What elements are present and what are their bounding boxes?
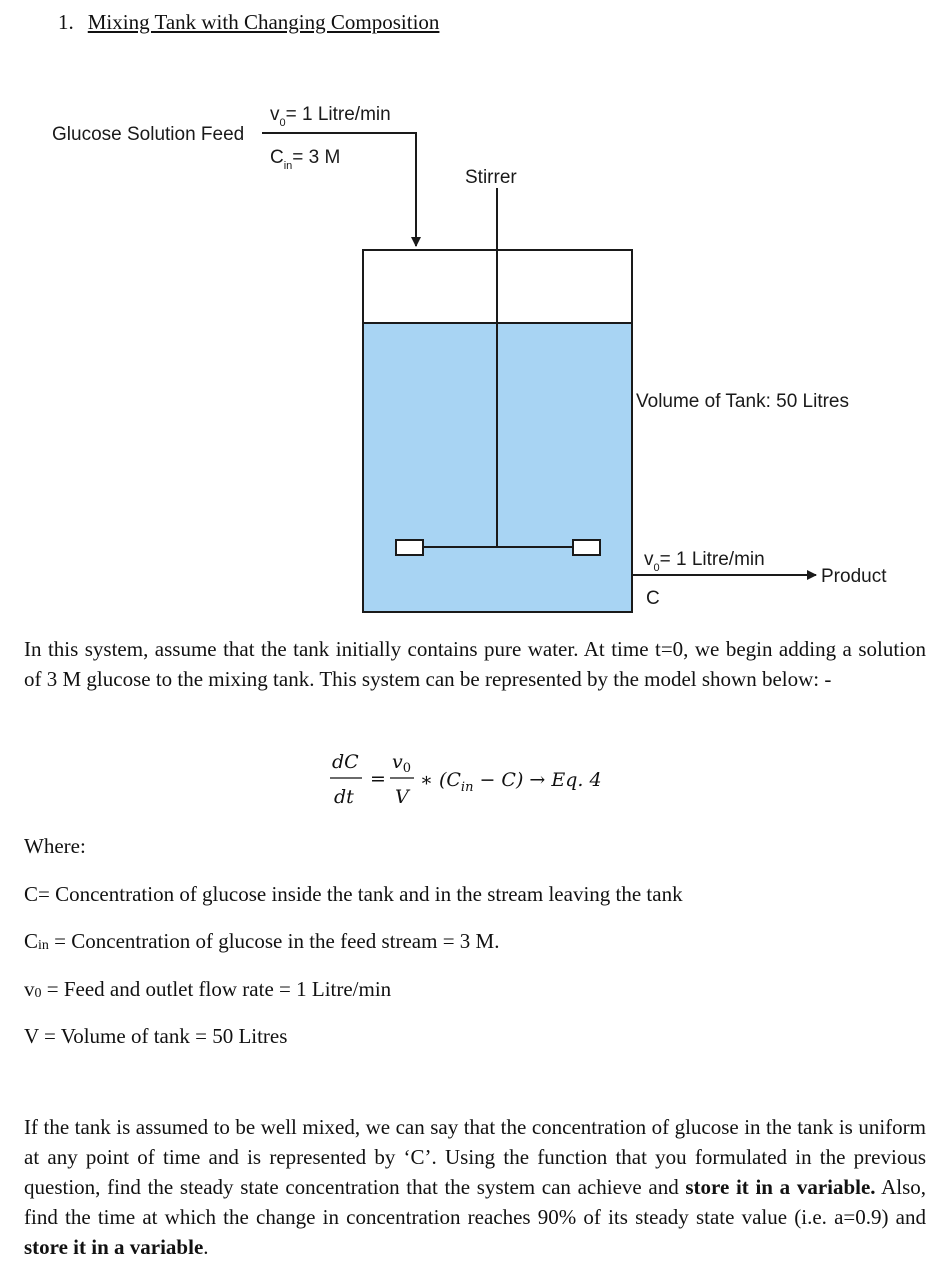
final-paragraph: If the tank is assumed to be well mixed, we can say that the concentration of glucose in the tank is uniform at any point of time and is represented by ‘C’. Using the function that you formulated in the previous question, find the steady state concentration that the system can achieve and store it in a variable. Also, find the time at which the change in concentration reaches 90% of its steady state value (i.e. a=0.9) and store it in a variable. bbox=[24, 1115, 926, 1259]
outlet-conc-label: C bbox=[646, 588, 660, 609]
model-equation bbox=[320, 748, 640, 814]
intro-paragraph: In this system, assume that the tank initially contains pure water. At time t=0, we begin adding a solution of 3 M glucose to the mixing tank. This system can be represented by the model shown below: - bbox=[24, 637, 926, 691]
question-title: Mixing Tank with Changing Composition bbox=[87, 10, 440, 34]
feed-label: Glucose Solution Feed bbox=[52, 124, 245, 145]
definition-vo: v0 = Feed and outlet flow rate = 1 Litre/min bbox=[24, 977, 392, 1001]
definition-cin: Cin = Concentration of glucose in the feed stream = 3 M. bbox=[24, 929, 500, 953]
equation-lhs-numerator: dC bbox=[332, 751, 359, 773]
definition-c: C= Concentration of glucose inside the tank and in the stream leaving the tank bbox=[24, 882, 683, 906]
equation-rest: ∗ $(C_{in} - C) \to Eq$. 4 bbox=[420, 769, 602, 795]
feed-flow-label: $v_0= 1$ Litre/min bbox=[270, 104, 391, 129]
where-label: Where: bbox=[24, 834, 86, 858]
stirrer-blade-right bbox=[573, 540, 600, 555]
feed-conc-label: $C_{in}= 3$ M bbox=[270, 147, 341, 172]
equation-rhs-denominator: V bbox=[395, 786, 409, 808]
question-number: 1. bbox=[58, 10, 74, 34]
stirrer-label: Stirrer bbox=[465, 167, 517, 188]
emphasis-store-variable-2: store it in a variable bbox=[24, 1235, 204, 1259]
tank-volume-label: Volume of Tank: 50 Litres bbox=[636, 391, 849, 412]
definition-v: V = Volume of tank = 50 Litres bbox=[24, 1024, 288, 1048]
equation-equals: = bbox=[370, 768, 386, 790]
equation-rhs-numerator: $v_0$ bbox=[392, 751, 412, 776]
emphasis-store-variable-1: store it in a variable. bbox=[685, 1175, 876, 1199]
stirrer-blade-left bbox=[396, 540, 423, 555]
product-label: Product bbox=[821, 566, 887, 587]
equation-lhs-denominator: dt bbox=[334, 786, 354, 808]
outlet-flow-label: $v_0= 1$ Litre/min bbox=[644, 549, 765, 574]
